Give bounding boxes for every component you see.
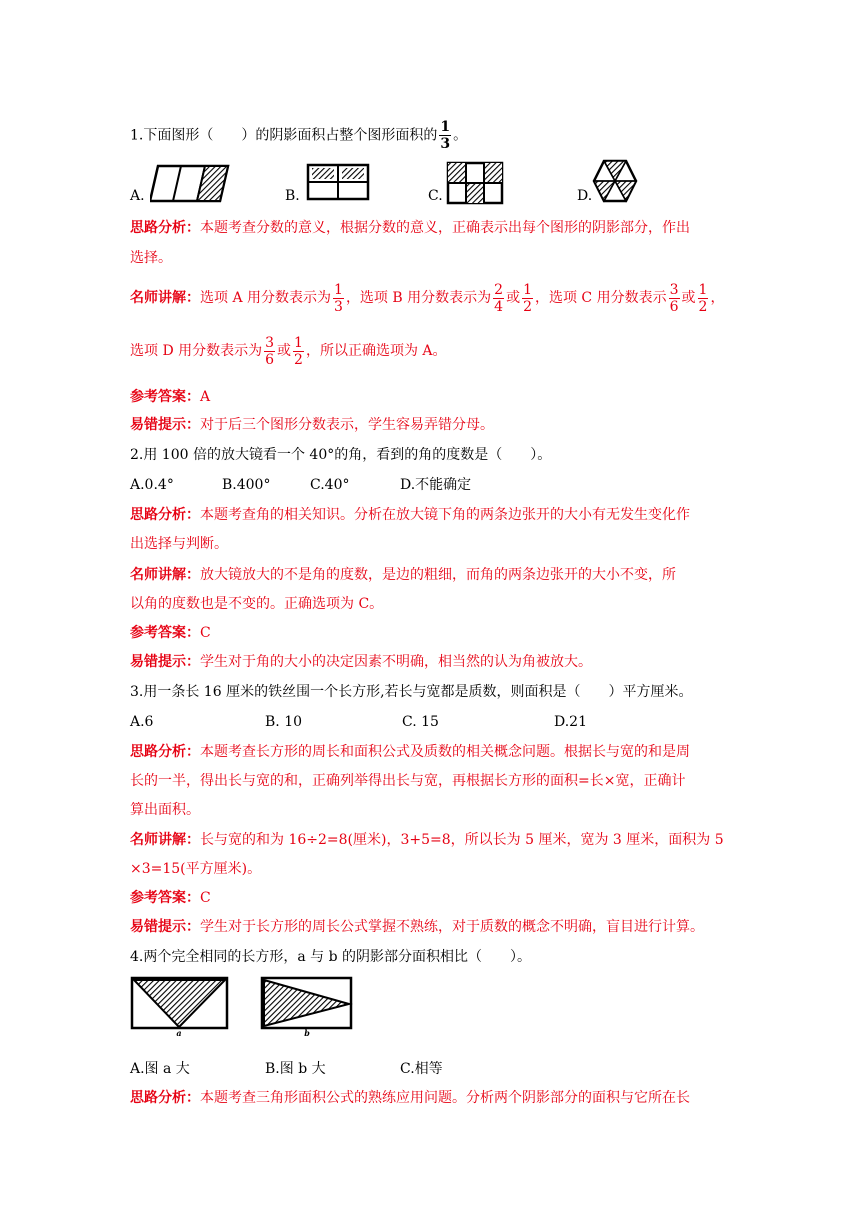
- q1-stem: 1.下面图形（ ）的阴影面积占整个图形面积的 $\frac{1}{3}$ 。: [130, 119, 468, 152]
- q3-option-c: C. 15: [402, 714, 439, 730]
- q1-analysis: 思路分析：本题考查分数的意义，根据分数的意义，正确表示出每个图形的阴影部分，作出: [130, 220, 690, 236]
- q3-option-b: B. 10: [265, 714, 303, 730]
- q1-analysis-cont: 选择。: [130, 250, 172, 266]
- q1-figure-d: [592, 158, 638, 204]
- q1-figure-b: [306, 163, 370, 201]
- q3-analysis-cont: 长的一半，得出长与宽的和，正确列举得出长与宽，再根据长方形的面积=长×宽，正确计: [130, 773, 686, 789]
- q4-option-a: A.图 a 大: [130, 1061, 190, 1077]
- q1-stem-text: 1.下面图形（ ）的阴影面积占整个图形面积的: [130, 127, 438, 144]
- q4-analysis: 思路分析：本题考查三角形面积公式的熟练应用问题。分析两个阴影部分的面积与它所在长: [130, 1090, 690, 1106]
- q2-explanation-cont: 以角的度数也是不变的。正确选项为 C。: [130, 596, 384, 612]
- q2-tip: 易错提示：学生对于角的大小的决定因素不明确，相当然的认为角被放大。: [130, 654, 592, 670]
- q1-figure-a: [150, 163, 230, 205]
- q4-option-c: C.相等: [400, 1061, 443, 1077]
- q2-option-a: A.0.4°: [130, 477, 174, 493]
- q1-answer: 参考答案：A: [130, 389, 211, 405]
- fraction-3-6: $\frac{3}{6}$: [669, 281, 679, 315]
- fraction-1-2: $\frac{1}{2}$: [294, 334, 303, 368]
- q2-analysis-cont: 出选择与判断。: [130, 536, 228, 552]
- q3-tip: 易错提示：学生对于长方形的周长公式掌握不熟练，对于质数的概念不明确，盲目进行计算。: [130, 919, 704, 935]
- q1-figure-c: [446, 161, 504, 205]
- q1-option-a-label: A.: [130, 188, 145, 204]
- fraction-1-2: $\frac{1}{2}$: [698, 281, 708, 315]
- q1-explanation-cont: 选项 D 用分数表示为 $\frac{3}{6}$ 或 $\frac{1}{2}$ ，所以正确选项为 A。: [130, 334, 447, 368]
- q1-tip: 易错提示：对于后三个图形分数表示，学生容易弄错分母。: [130, 417, 494, 433]
- fraction-3-6: $\frac{3}{6}$: [265, 334, 275, 368]
- q1-option-b-label: B.: [285, 188, 300, 204]
- fraction-2-4: $\frac{2}{4}$: [494, 281, 504, 315]
- q4-stem: 4.两个完全相同的长方形，a 与 b 的阴影部分面积相比（ ）。: [130, 949, 532, 965]
- q3-answer: 参考答案：C: [130, 890, 211, 906]
- fraction-1-2: $\frac{1}{2}$: [523, 281, 532, 315]
- q3-explanation-cont: ×3=15(平方厘米)。: [130, 861, 262, 877]
- q1-option-c-label: C.: [428, 188, 443, 204]
- q3-option-d: D.21: [554, 714, 587, 730]
- q3-option-a: A.6: [130, 714, 154, 730]
- q3-analysis-cont2: 算出面积。: [130, 802, 200, 818]
- q2-explanation: 名师讲解：放大镜放大的不是角的度数，是边的粗细，而角的两条边张开的大小不变，所: [130, 567, 676, 583]
- q3-analysis: 思路分析：本题考查长方形的周长和面积公式及质数的相关概念问题。根据长与宽的和是周: [130, 744, 690, 760]
- q2-option-d: D.不能确定: [400, 477, 472, 493]
- q1-stem-fraction: $\frac{1}{3}$: [440, 119, 451, 152]
- q2-stem: 2.用 100 倍的放大镜看一个 40°的角，看到的角的度数是（ ）。: [130, 447, 552, 463]
- q2-analysis: 思路分析：本题考查角的相关知识。分析在放大镜下角的两条边张开的大小有无发生变化作: [130, 507, 690, 523]
- fraction-1-3: $\frac{1}{3}$: [334, 281, 343, 315]
- q2-answer: 参考答案：C: [130, 625, 211, 641]
- q3-stem: 3.用一条长 16 厘米的铁丝围一个长方形,若长与宽都是质数，则面积是（ ）平方厘米。: [130, 684, 693, 700]
- q2-option-c: C.40°: [310, 477, 350, 493]
- q3-explanation: 名师讲解：长与宽的和为 16÷2=8(厘米)，3+5=8，所以长为 5 厘米，宽为 3 厘米，面积为 5: [130, 832, 724, 848]
- q4-figure-b-caption: b: [304, 1028, 310, 1037]
- q4-option-b: B.图 b 大: [265, 1061, 326, 1077]
- q1-option-d-label: D.: [577, 188, 593, 204]
- q1-explanation: 名师讲解：选项 A 用分数表示为 $\frac{1}{3}$ ，选项 B 用分数表示为 $\frac{2}{4}$ 或 $\frac{1}{2}$ ，选项 C 用分数表示 $\frac{3}{6}$ 或 $\frac{1}{2}$ ，: [130, 281, 725, 315]
- q4-figure-a: [130, 975, 230, 1037]
- q2-option-b: B.400°: [222, 477, 271, 493]
- q4-figure-b: [260, 975, 354, 1037]
- q4-figure-a-caption: a: [176, 1028, 182, 1037]
